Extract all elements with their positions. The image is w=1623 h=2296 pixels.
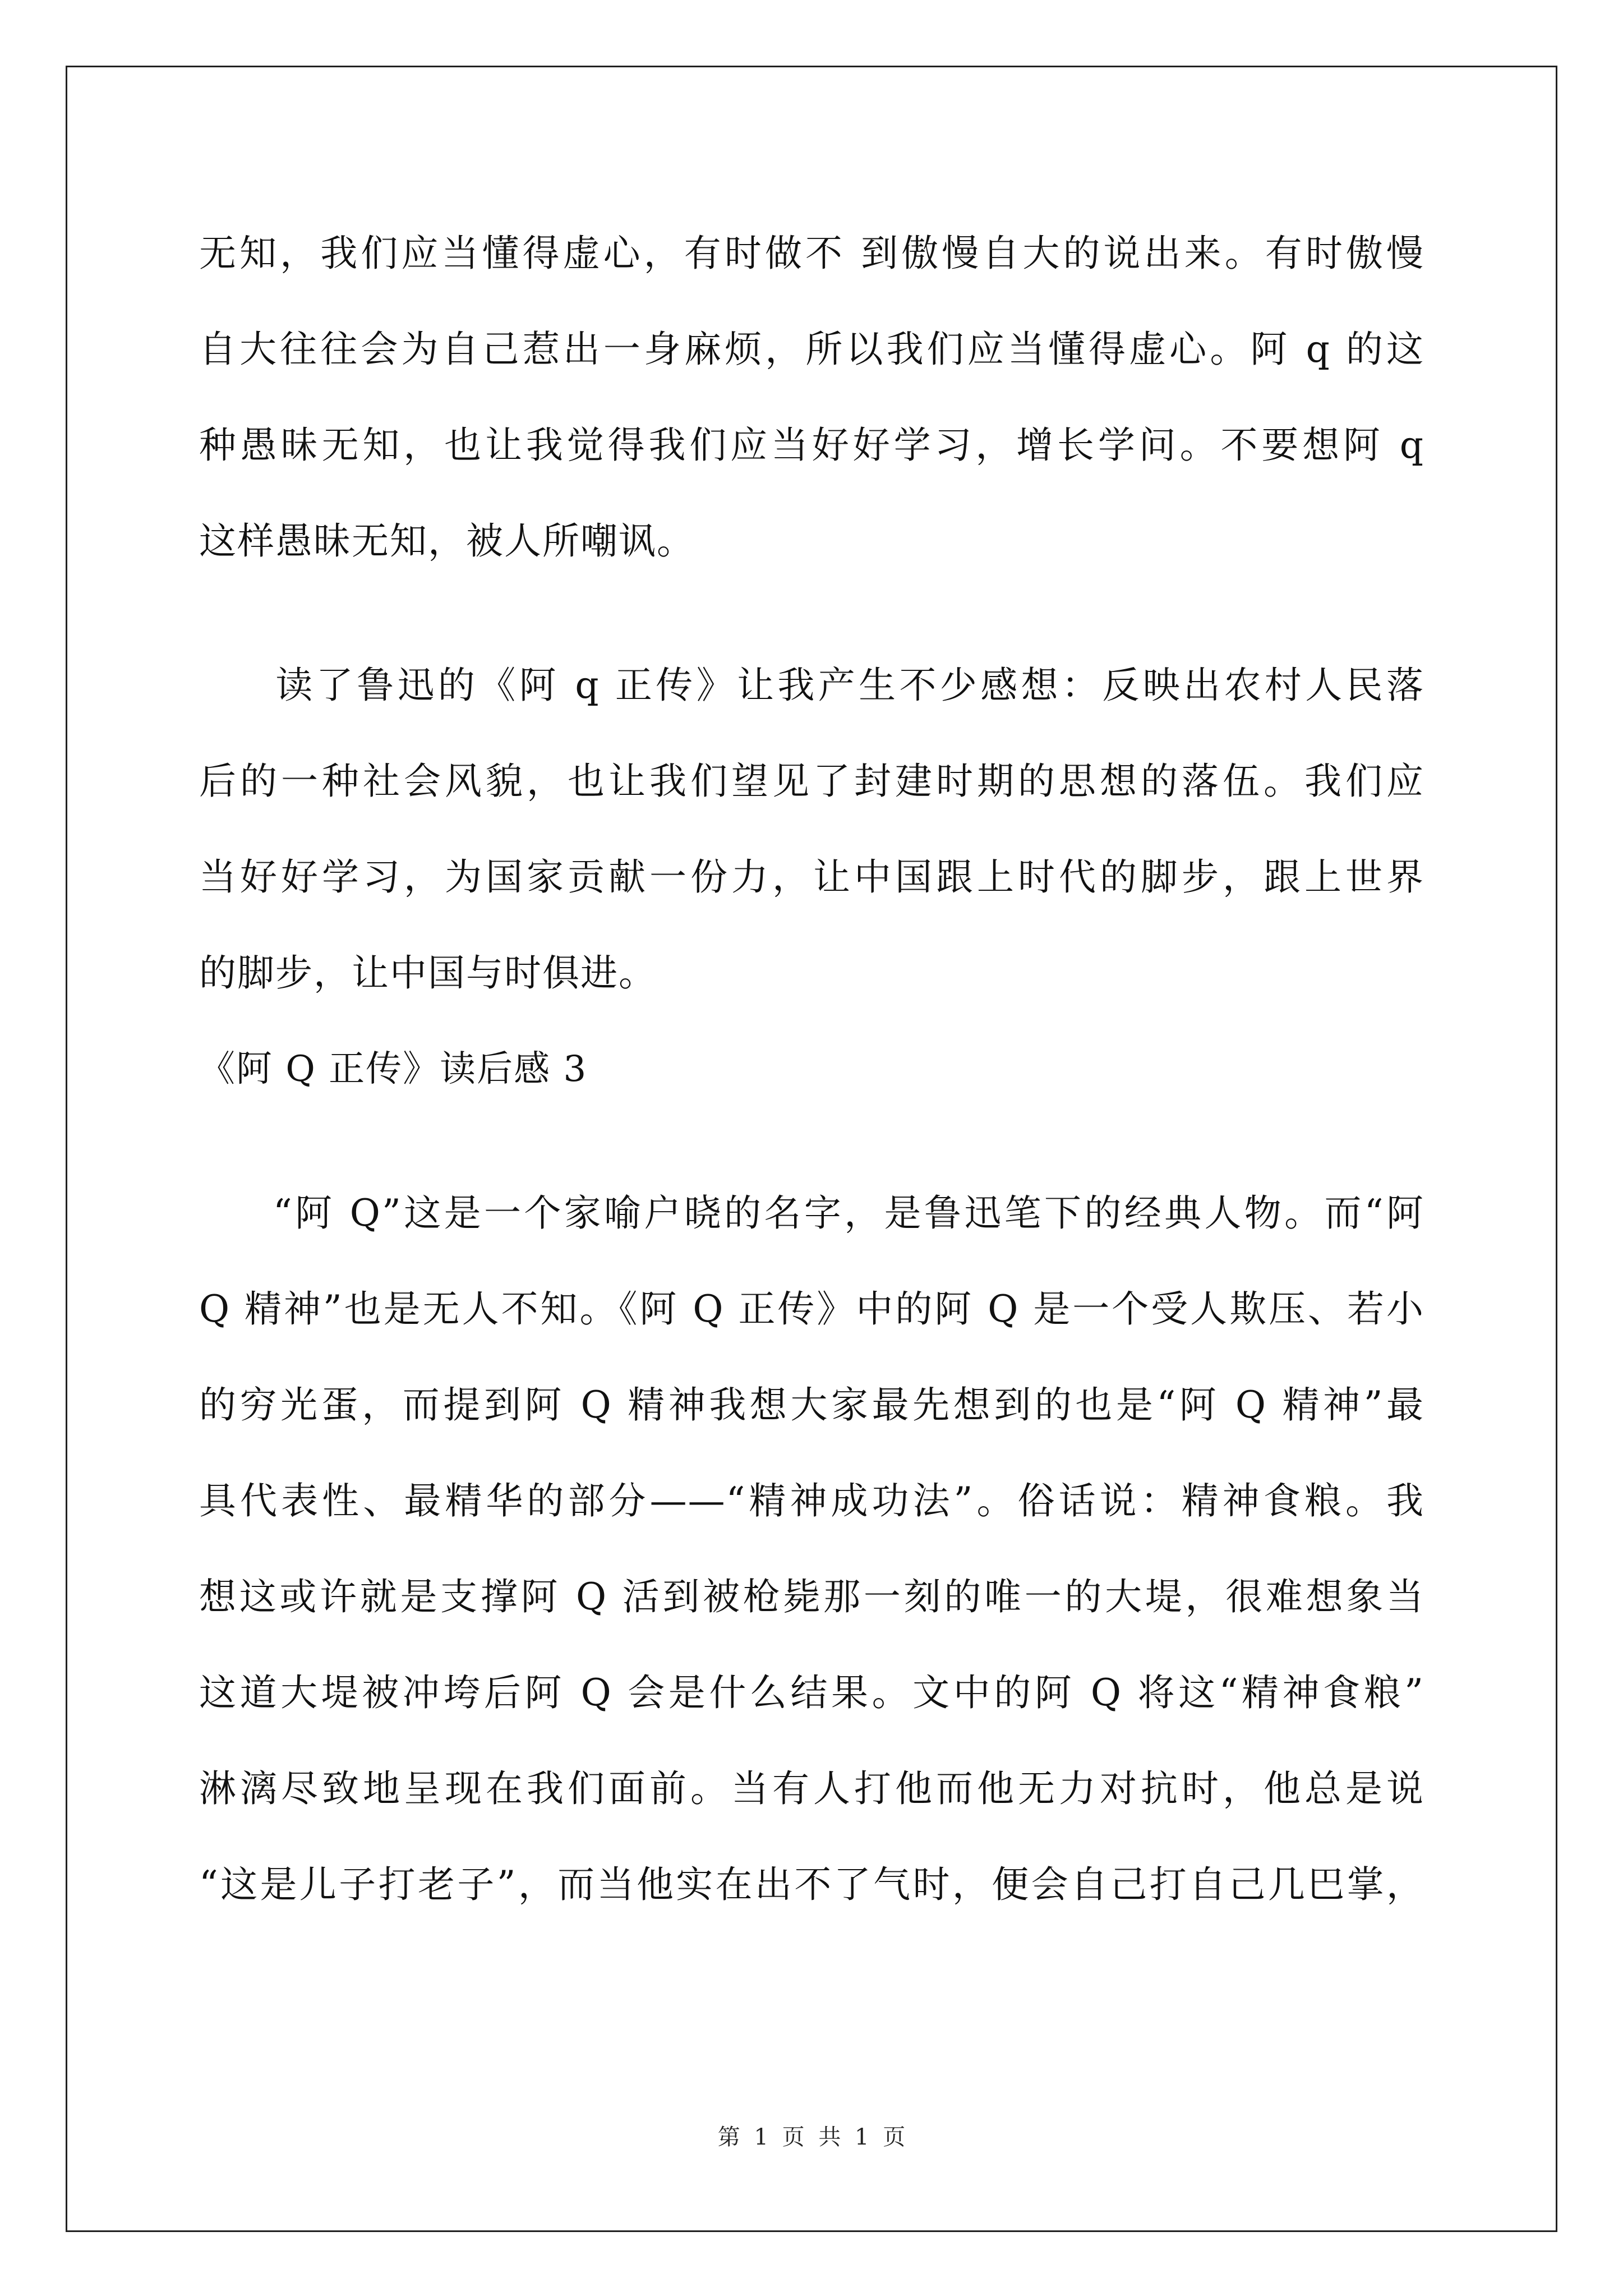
- paragraph-first-line: “阿 Q”这是一个家喻户晓的名字，是鲁迅笔下的经典人物。而“阿: [273, 1191, 1424, 1235]
- text-line: 自大往往会为自己惹出一身麻烦，所以我们应当懂得虚心。阿 q 的这: [199, 328, 1424, 371]
- text-line: 具代表性、最精华的部分——“精神成功法”。俗话说：精神食粮。我: [199, 1479, 1424, 1522]
- text-line: 淋漓尽致地呈现在我们面前。当有人打他而他无力对抗时，他总是说: [199, 1767, 1424, 1810]
- text-line: 这样愚昧无知，被人所嘲讽。: [199, 519, 695, 563]
- text-line: 的脚步，让中国与时俱进。: [199, 951, 657, 995]
- page-number-footer: 第 1 页 共 1 页: [717, 2124, 906, 2150]
- section-heading: 《阿 Q 正传》读后感 3: [199, 1048, 588, 1090]
- paragraph-first-line: 读了鲁迅的《阿 q 正传》让我产生不少感想：反映出农村人民落: [273, 664, 1424, 707]
- text-line: 这道大堤被冲垮后阿 Q 会是什么结果。文中的阿 Q 将这“精神食粮”: [199, 1671, 1424, 1714]
- text-line: 的穷光蛋，而提到阿 Q 精神我想大家最先想到的也是“阿 Q 精神”最: [199, 1383, 1424, 1427]
- text-line: 种愚昧无知，也让我觉得我们应当好好学习，增长学问。不要想阿 q: [199, 424, 1424, 467]
- text-line: 后的一种社会风貌，也让我们望见了封建时期的思想的落伍。我们应: [199, 760, 1424, 803]
- text-line: 无知，我们应当懂得虚心，有时做不 到傲慢自大的说出来。有时傲慢: [199, 232, 1424, 275]
- text-line: 当好好学习，为国家贡献一份力，让中国跟上时代的脚步，跟上世界: [199, 855, 1424, 899]
- text-line: “这是儿子打老子”，而当他实在出不了气时，便会自己打自己几巴掌，: [199, 1863, 1424, 1906]
- text-line: 想这或许就是支撑阿 Q 活到被枪毙那一刻的唯一的大堤，很难想象当: [199, 1575, 1424, 1618]
- text-line: Q 精神”也是无人不知。《阿 Q 正传》中的阿 Q 是一个受人欺压、若小: [199, 1287, 1424, 1331]
